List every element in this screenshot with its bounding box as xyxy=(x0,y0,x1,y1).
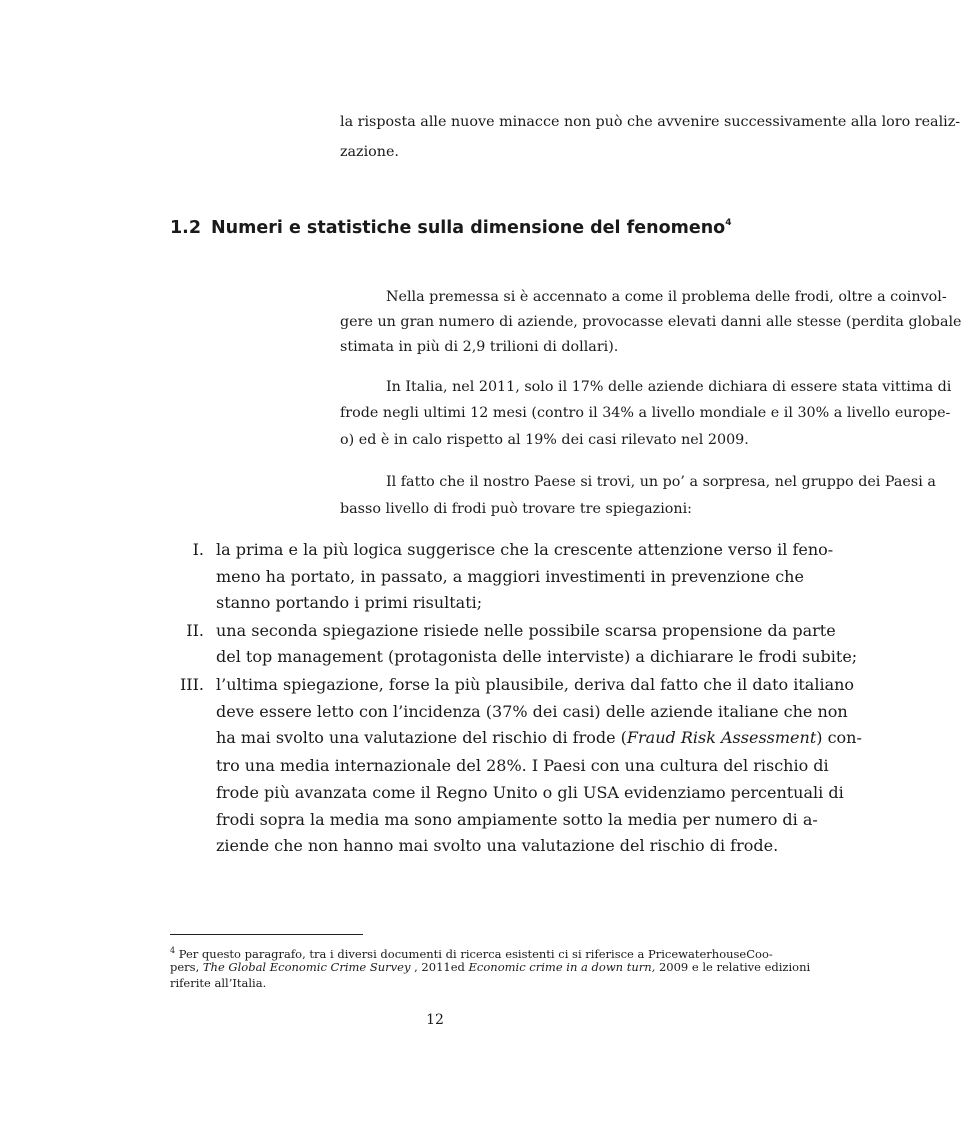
section-number: 1.2 xyxy=(170,218,202,238)
page-number: 12 xyxy=(426,1012,444,1028)
body-line: basso livello di frodi può trovare tre spiegazioni: xyxy=(340,501,692,517)
body-line: frode negli ultimi 12 mesi (contro il 34% a livello mondiale e il 30% a livello europe- xyxy=(340,405,951,421)
body-line: Il fatto che il nostro Paese si trovi, un po’ a sorpresa, nel gruppo dei Paesi a xyxy=(386,474,936,490)
list-line: l’ultima spiegazione, forse la più plausibile, deriva dal fatto che il dato italiano xyxy=(216,675,855,694)
footnote-line: riferite all’Italia. xyxy=(170,976,267,990)
list-marker: II. xyxy=(186,621,204,640)
text-run: ha mai svolto una valutazione del rischio di frode ( xyxy=(216,728,627,747)
list-line: del top management (protagonista delle interviste) a dichiarare le frodi subite; xyxy=(216,647,858,666)
body-line: stimata in più di 2,9 trilioni di dollari). xyxy=(340,339,619,355)
footnote-reference[interactable]: 4 xyxy=(725,218,732,228)
list-line: meno ha portato, in passato, a maggiori investimenti in prevenzione che xyxy=(216,567,804,586)
body-line: Nella premessa si è accennato a come il problema delle frodi, oltre a coinvol- xyxy=(386,289,947,305)
list-line: ziende che non hanno mai svolto una valutazione del rischio di frode. xyxy=(216,836,779,855)
emphasis: Economic crime in a down turn, xyxy=(468,960,656,974)
text-run: , 2011ed xyxy=(410,960,469,974)
body-line: zazione. xyxy=(340,144,399,160)
section-title: Numeri e statistiche sulla dimensione del fenomeno xyxy=(211,218,726,238)
text-run: Per questo paragrafo, tra i diversi documenti di ricerca esistenti ci si riferisce a PricewaterhouseCoo- xyxy=(178,946,773,961)
section-heading xyxy=(170,218,731,238)
text-run: pers, xyxy=(170,960,203,974)
list-line xyxy=(216,726,862,750)
body-line: gere un gran numero di aziende, provocasse elevati danni alle stesse (perdita globale xyxy=(340,314,962,330)
text-run: 2009 e le relative edizioni xyxy=(655,960,811,974)
footnote-divider xyxy=(170,934,363,935)
footnote-number: 4 xyxy=(170,946,176,955)
emphasis: The Global Economic Crime Survey xyxy=(202,960,411,974)
list-marker: III. xyxy=(179,675,204,694)
body-line: la risposta alle nuove minacce non può che avvenire successivamente alla loro realiz- xyxy=(340,114,961,130)
list-line: la prima e la più logica suggerisce che la crescente attenzione verso il feno- xyxy=(216,540,834,559)
footnote-line xyxy=(170,960,811,975)
list-line: stanno portando i primi risultati; xyxy=(216,593,483,612)
list-marker: I. xyxy=(192,540,204,559)
text-run: ) con- xyxy=(816,728,862,747)
footnote-line xyxy=(170,943,773,962)
list-line: deve essere letto con l’incidenza (37% dei casi) delle aziende italiane che non xyxy=(216,702,848,721)
list-line: frode più avanzata come il Regno Unito o gli USA evidenziamo percentuali di xyxy=(216,783,844,802)
list-line: frodi sopra la media ma sono ampiamente sotto la media per numero di a- xyxy=(216,810,818,829)
emphasis: Fraud Risk Assessment xyxy=(626,728,817,747)
body-line: o) ed è in calo rispetto al 19% dei casi rilevato nel 2009. xyxy=(340,432,749,448)
body-line: In Italia, nel 2011, solo il 17% delle aziende dichiara di essere stata vittima di xyxy=(386,379,952,395)
list-line: tro una media internazionale del 28%. I Paesi con una cultura del rischio di xyxy=(216,756,829,775)
list-line: una seconda spiegazione risiede nelle possibile scarsa propensione da parte xyxy=(216,621,836,640)
